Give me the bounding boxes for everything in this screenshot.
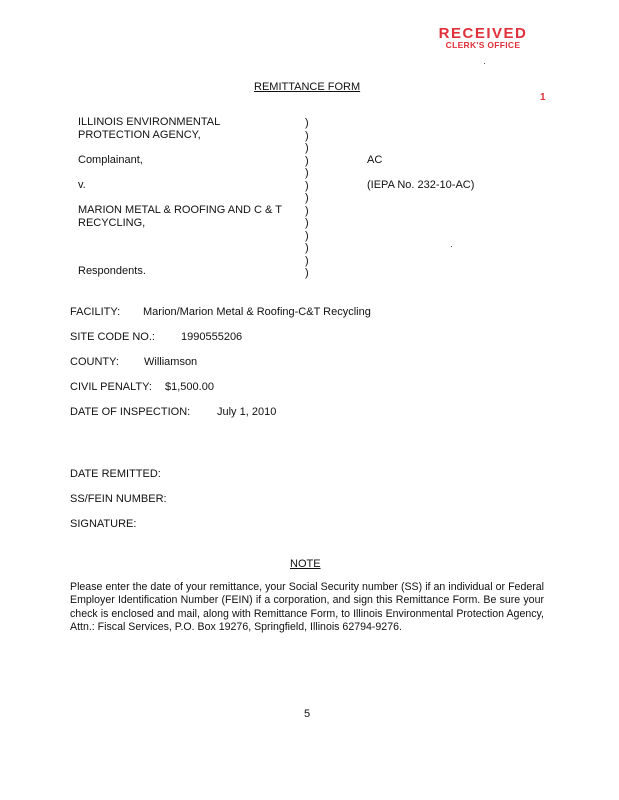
facility-value: Marion/Marion Metal & Roofing-C&T Recycling xyxy=(143,306,371,318)
note-title: NOTE xyxy=(290,558,321,570)
paren: ) xyxy=(305,204,309,217)
paren: ) xyxy=(305,154,309,167)
paren: ) xyxy=(305,242,309,254)
red-margin-mark: 1 xyxy=(540,92,546,103)
facility-label: FACILITY: xyxy=(70,306,121,318)
site-code-label: SITE CODE NO.: xyxy=(70,331,155,343)
respondent-name-line2: RECYCLING, xyxy=(78,217,146,229)
paren: ) xyxy=(305,192,309,204)
received-stamp xyxy=(418,26,548,50)
stamp-clerks-office-text: CLERK'S OFFICE xyxy=(445,40,521,50)
site-code-value: 1990555206 xyxy=(181,331,243,343)
speck xyxy=(451,246,452,247)
paren: ) xyxy=(305,129,309,142)
note-body: Please enter the date of your remittance, your Social Security number (SS) if an individual or Federal Employer Identification Number (FEIN) if a corporation, and sign this Remittance Form. Be sure your check is enclosed and mail, along with Remittance Form, to Illinois Environmental Protection Agency, Attn.: Fiscal Services, P.O. Box 19276, Springfield, Illinois 62794-9276. xyxy=(70,581,544,633)
county-row xyxy=(70,356,197,368)
complainant-label: Complainant, xyxy=(78,154,143,166)
civil-penalty-value: $1,500.00 xyxy=(165,381,214,393)
respondents-label: Respondents. xyxy=(78,265,146,277)
paren: ) xyxy=(305,229,309,242)
county-value: Williamson xyxy=(144,356,198,368)
page-number: 5 xyxy=(304,708,311,720)
form-title: REMITTANCE FORM xyxy=(254,81,361,93)
civil-penalty-label: CIVIL PENALTY: xyxy=(70,381,152,393)
inspection-date-label: DATE OF INSPECTION: xyxy=(70,406,191,418)
paren: ) xyxy=(305,167,309,179)
respondent-name-line1: MARION METAL & ROOFING AND C & T xyxy=(78,204,282,216)
complainant-name-line2: PROTECTION AGENCY, xyxy=(78,129,201,141)
versus-label: v. xyxy=(78,179,86,191)
county-label: COUNTY: xyxy=(70,356,119,368)
facility-row xyxy=(70,306,371,318)
paren: ) xyxy=(305,117,309,129)
complainant-name-line1: ILLINOIS ENVIRONMENTAL xyxy=(78,116,221,128)
caption-parentheses xyxy=(305,117,315,280)
iepa-number: (IEPA No. 232-10-AC) xyxy=(367,179,475,191)
signature-label: SIGNATURE: xyxy=(70,518,137,530)
paren: ) xyxy=(305,217,309,229)
paren: ) xyxy=(305,142,309,154)
speck xyxy=(484,63,485,64)
paren: ) xyxy=(305,254,309,267)
stamp-received-text: RECEIVED xyxy=(438,25,528,42)
ssfein-number-label: SS/FEIN NUMBER: xyxy=(70,493,167,505)
paren: ) xyxy=(305,267,309,279)
civil-penalty-row xyxy=(70,381,214,393)
paren: ) xyxy=(305,179,309,192)
site-code-row xyxy=(70,331,242,343)
case-type: AC xyxy=(367,154,383,166)
inspection-date-value: July 1, 2010 xyxy=(217,406,277,418)
inspection-date-row xyxy=(70,406,276,418)
date-remitted-label: DATE REMITTED: xyxy=(70,468,161,480)
